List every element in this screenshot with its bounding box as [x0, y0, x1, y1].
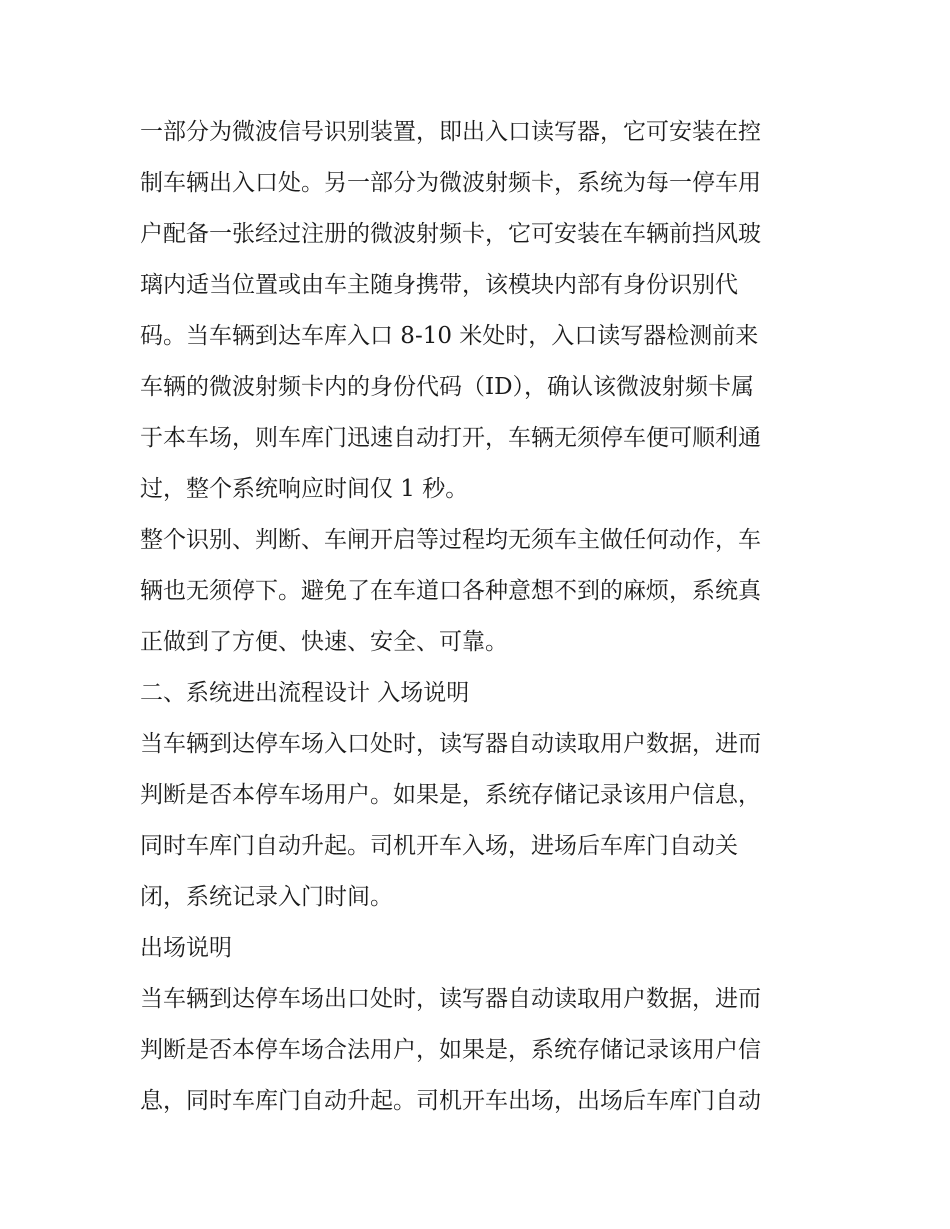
text-line: 判断是否本停车场用户。如果是，系统存储记录该用户信息，: [140, 782, 761, 808]
section-heading: 出场说明: [140, 935, 232, 961]
text-line: 辆也无须停下。避免了在车道口各种意想不到的麻烦，系统真: [140, 578, 761, 604]
text-line: 整个识别、判断、车闸开启等过程均无须车主做任何动作，车: [140, 527, 761, 553]
text-line: 判断是否本停车场合法用户，如果是，系统存储记录该用户信: [140, 1037, 761, 1063]
text-line: 息，同时车库门自动升起。司机开车出场，出场后车库门自动: [140, 1088, 761, 1114]
text-line: 同时车库门自动升起。司机开车入场，进场后车库门自动关: [140, 833, 738, 859]
text-line: 户配备一张经过注册的微波射频卡，它可安装在车辆前挡风玻: [140, 221, 761, 247]
text-line: 于本车场，则车库门迅速自动打开，车辆无须停车便可顺利通: [140, 425, 761, 451]
text-line: 制车辆出入口处。另一部分为微波射频卡，系统为每一停车用: [140, 170, 761, 196]
text-line: 过，整个系统响应时间仅 1 秒。: [140, 476, 469, 502]
text-line: 璃内适当位置或由车主随身携带，该模块内部有身份识别代: [140, 272, 738, 298]
section-heading: 二、系统进出流程设计 入场说明: [140, 680, 470, 706]
text-line: 闭，系统记录入门时间。: [140, 884, 393, 910]
body-text: [140, 107, 830, 1127]
text-line: 当车辆到达停车场出口处时，读写器自动读取用户数据，进而: [140, 986, 761, 1012]
text-line: 车辆的微波射频卡内的身份代码（ID），确认该微波射频卡属: [140, 374, 755, 400]
text-line: 码。当车辆到达车库入口 8-10 米处时，入口读写器检测前来: [140, 323, 759, 349]
text-line: 一部分为微波信号识别装置，即出入口读写器，它可安装在控: [140, 119, 761, 145]
text-line: 当车辆到达停车场入口处时，读写器自动读取用户数据，进而: [140, 731, 761, 757]
text-line: 正做到了方便、快速、安全、可靠。: [140, 629, 508, 655]
